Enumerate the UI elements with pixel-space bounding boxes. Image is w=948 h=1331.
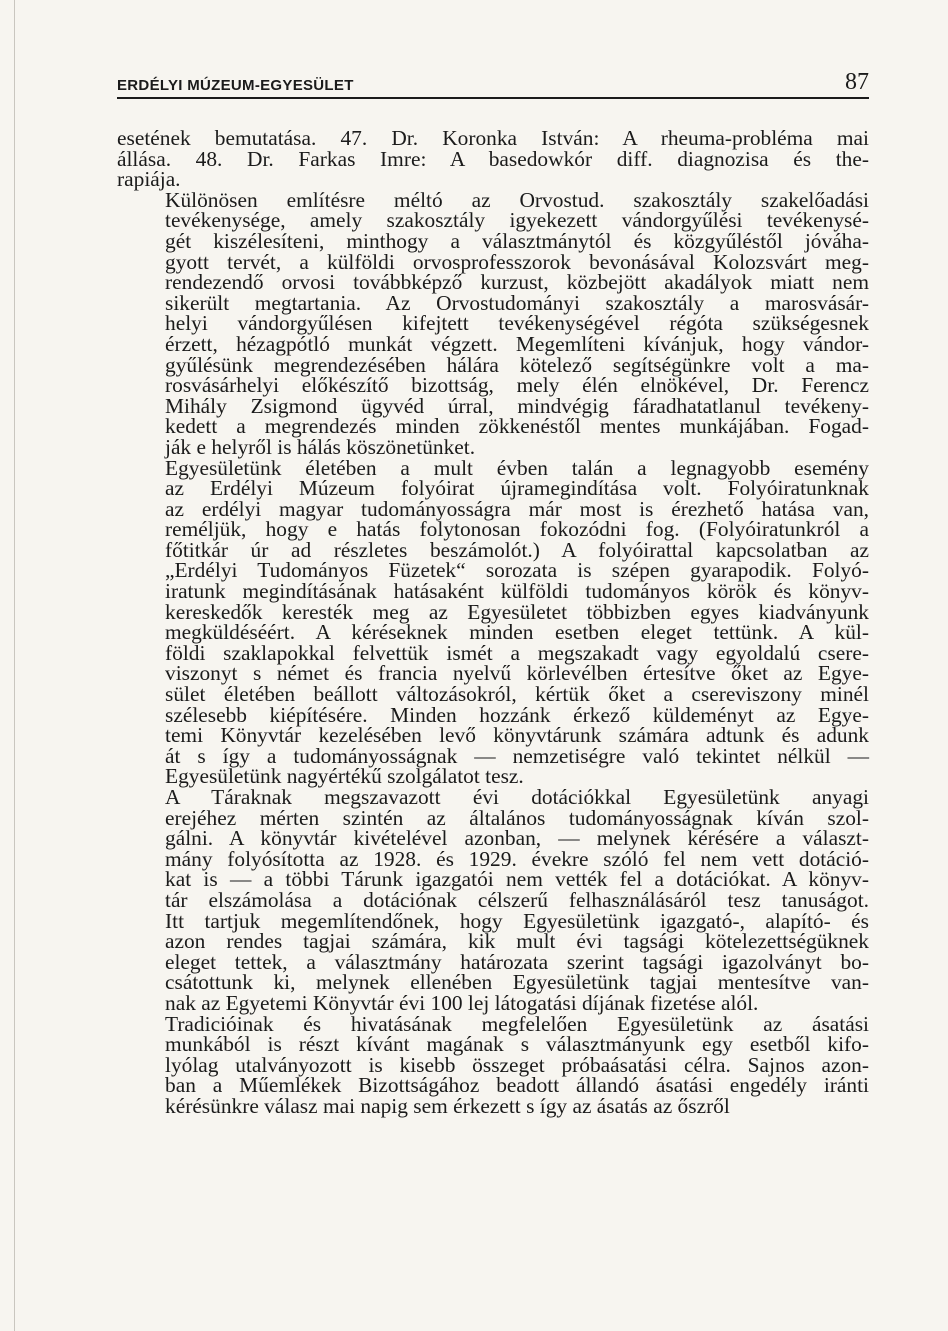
text-line: csátottunk ki, melynek ellenében Egyesületünk tagjai mentesítve van- bbox=[165, 970, 869, 995]
text-line: erejéhez mérten szintén az általános tudományosságnak kíván szol- bbox=[165, 805, 869, 830]
paragraph bbox=[117, 128, 869, 190]
text-line: gyűlésünk megrendezésében hálára kötelező segítségünkre volt a ma- bbox=[165, 352, 869, 377]
text-line: szélesebb kiépítésére. Minden hozzánk érkező küldeményt az Egye- bbox=[165, 702, 869, 727]
paragraph bbox=[117, 787, 869, 1014]
text-line: lyólag utalványozott is kisebb összeget próbaásatási célra. Sajnos azon- bbox=[165, 1052, 869, 1077]
text-line: munkából is részt kívánt magának s választmányunk egy esetből kifo- bbox=[165, 1032, 869, 1057]
text-line: ják e helyről is hálás köszönetünket. bbox=[165, 434, 476, 459]
text-line: eleget tettek, a választmány határozata szerint tagsági igazolványt bo- bbox=[165, 949, 869, 974]
body-text bbox=[117, 128, 869, 1117]
running-head: ERDÉLYI MÚZEUM-EGYESÜLET bbox=[117, 77, 354, 94]
text-line: A Táraknak megszavazott évi dotációkkal Egyesületünk anyagi bbox=[165, 785, 869, 809]
text-line: Mihály Zsigmond ügyvéd úrral, mindvégig fáradhatatlanul tevékeny- bbox=[165, 393, 869, 418]
text-line: nak az Egyetemi Könyvtár évi 100 lej látogatási díjának fizetése alól. bbox=[165, 990, 759, 1015]
text-line: Itt tartjuk megemlítendőnek, hogy Egyesületünk igazgató-, alapító- és bbox=[165, 908, 869, 933]
text-line: iratunk megindításának hatásaként külföldi tudományos körök és könyv- bbox=[165, 579, 869, 604]
text-line: földi szaklapokkal felvettük ismét a megszakadt vagy egyoldalú csere- bbox=[165, 640, 869, 665]
text-line: „Erdélyi Tudományos Füzetek“ sorozata is szépen gyarapodik. Folyó- bbox=[165, 558, 869, 583]
text-line: esetének bemutatása. 47. Dr. Koronka István: A rheuma-probléma mai bbox=[117, 126, 869, 150]
text-line: állása. 48. Dr. Farkas Imre: A basedowkór diff. diagnozisa és the- bbox=[117, 146, 869, 171]
text-line: gálni. A könyvtár kivételével azonban, — melynek kérésére a választ- bbox=[165, 826, 869, 851]
header-rule bbox=[117, 97, 869, 99]
text-line: az erdélyi magyar tudományosságra már most is érezhető hatása van, bbox=[165, 496, 869, 521]
text-line: főtitkár úr ad részletes beszámolót.) A folyóirattal kapcsolatban az bbox=[165, 537, 869, 562]
text-line: tevékenysége, amely szakosztály igyekezett vándorgyűlési tevékenysé- bbox=[165, 208, 869, 233]
text-line: kereskedők keresték meg az Egyesületet többizben egyes kiadványunk bbox=[165, 599, 869, 624]
text-line: kérésünkre válasz mai napig sem érkezett s így az ásatás az őszről bbox=[165, 1093, 730, 1118]
text-line: azon rendes tagjai számára, kik mult évi tagsági kötelezettségüknek bbox=[165, 929, 869, 954]
text-line: rapiája. bbox=[117, 167, 181, 192]
page-number: 87 bbox=[845, 69, 869, 95]
text-line: temi Könyvtár kezelésében levő könyvtárunk számára adtunk és adunk bbox=[165, 723, 869, 748]
paragraph bbox=[117, 455, 869, 789]
paragraph bbox=[117, 187, 869, 459]
text-line: rendezendő orvosi továbbképző kurzust, közbejött akadályok miatt nem bbox=[165, 270, 869, 295]
text-line: viszonyt s német és francia nyelvű körlevélben értesítve őket az Egye- bbox=[165, 661, 869, 686]
text-line: át s így a tudományosságnak — nemzetiségre való tekintet nélkül — bbox=[165, 743, 869, 768]
text-line: tár elszámolása a dotációnak célszerű felhasználásáról tesz tanuságot. bbox=[165, 887, 869, 912]
text-line: gyott tervét, a külföldi orvosprofesszorok bevonásával Kolozsvárt meg- bbox=[165, 249, 869, 274]
text-line: kat is — a többi Tárunk igazgatói nem vették fel a dotációkat. A könyv- bbox=[165, 867, 869, 892]
text-line: érzett, hézagpótló munkát végzett. Megemlíteni kívánjuk, hogy vándor- bbox=[165, 331, 869, 356]
text-line: megküldéséért. A kéréseknek minden esetben eleget tettünk. A kül- bbox=[165, 620, 869, 645]
text-line: gét kiszélesíteni, minthogy a választmánytól és közgyűléstől jóváha- bbox=[165, 228, 869, 253]
paragraph bbox=[117, 1011, 869, 1118]
text-line: Tradicióinak és hivatásának megfelelően Egyesületünk az ásatási bbox=[165, 1011, 869, 1036]
text-line: Egyesületünk életében a mult évben talán a legnagyobb esemény bbox=[165, 455, 869, 480]
page-edge bbox=[14, 0, 15, 1331]
text-line: Különösen említésre méltó az Orvostud. szakosztály szakelőadási bbox=[165, 187, 869, 212]
text-line: ban a Műemlékek Bizottságához beadott állandó ásatási engedély iránti bbox=[165, 1073, 869, 1098]
text-line: sület életében beállott változásokról, kértük őket a csereviszony minél bbox=[165, 682, 869, 707]
text-line: reméljük, hogy e hatás folytonosan fokozódni fog. (Folyóiratunkról a bbox=[165, 517, 869, 542]
page-header bbox=[117, 68, 869, 96]
text-line: az Erdélyi Múzeum folyóirat újramegindítása volt. Folyóiratunknak bbox=[165, 476, 869, 501]
text-line: rosvásárhelyi előkészítő bizottság, mely élén elnökével, Dr. Ferencz bbox=[165, 373, 869, 398]
text-line: kedett a megrendezés minden zökkenéstől mentes munkájában. Fogad- bbox=[165, 414, 869, 439]
text-line: sikerült megtartania. Az Orvostudományi szakosztály a marosvásár- bbox=[165, 290, 869, 315]
text-line: helyi vándorgyűlésen kifejtett tevékenységével régóta szükségesnek bbox=[165, 311, 869, 336]
text-line: Egyesületünk nagyértékű szolgálatot tesz. bbox=[165, 764, 524, 789]
text-line: mány folyósította az 1928. és 1929. évekre szóló fel nem vett dotáció- bbox=[165, 846, 869, 871]
